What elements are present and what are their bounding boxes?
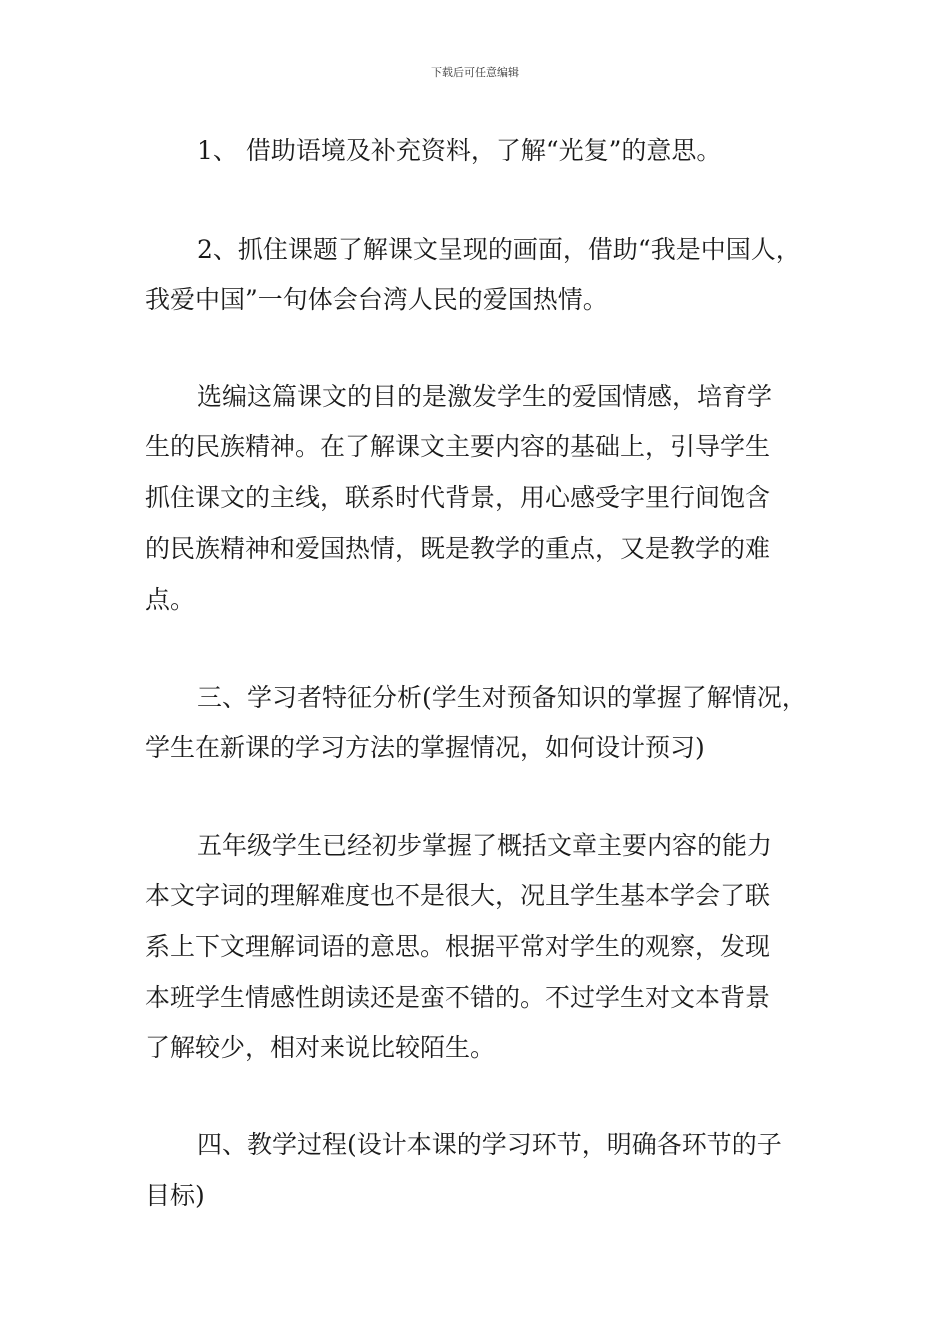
text-line: 1、 借助语境及补充资料，了解“光复”的意思。 [197,136,722,165]
text-line: 抓住课文的主线，联系时代背景，用心感受字里行间饱含 [145,483,771,512]
text-line: 四、教学过程(设计本课的学习环节，明确各环节的子 [197,1130,782,1159]
text-line: 选编这篇课文的目的是激发学生的爱国情感，培育学 [197,382,773,411]
text-line: 系上下文理解词语的意思。根据平常对学生的观察，发现 [145,932,771,961]
text-line: 目标) [145,1181,205,1210]
text-line: 三、学习者特征分析(学生对预备知识的掌握了解情况， [197,683,807,712]
text-line: 我爱中国”一句体会台湾人民的爱国热情。 [145,285,608,314]
text-line: 本文字词的理解难度也不是很大，况且学生基本学会了联 [145,881,771,910]
text-line: 本班学生情感性朗读还是蛮不错的。不过学生对文本背景 [145,983,771,1012]
text-line: 五年级学生已经初步掌握了概括文章主要内容的能力 [197,831,773,860]
text-line: 生的民族精神。在了解课文主要内容的基础上，引导学生 [145,432,771,461]
text-line: 学生在新课的学习方法的掌握情况，如何设计预习) [145,733,705,762]
text-line: 了解较少，相对来说比较陌生。 [145,1033,496,1062]
text-line: 2、抓住课题了解课文呈现的画面，借助“我是中国人， [197,235,801,264]
text-line: 的民族精神和爱国热情，既是教学的重点，又是教学的难 [145,534,771,563]
text-line: 点。 [145,585,196,614]
page-header: 下载后可任意编辑 [431,66,519,79]
